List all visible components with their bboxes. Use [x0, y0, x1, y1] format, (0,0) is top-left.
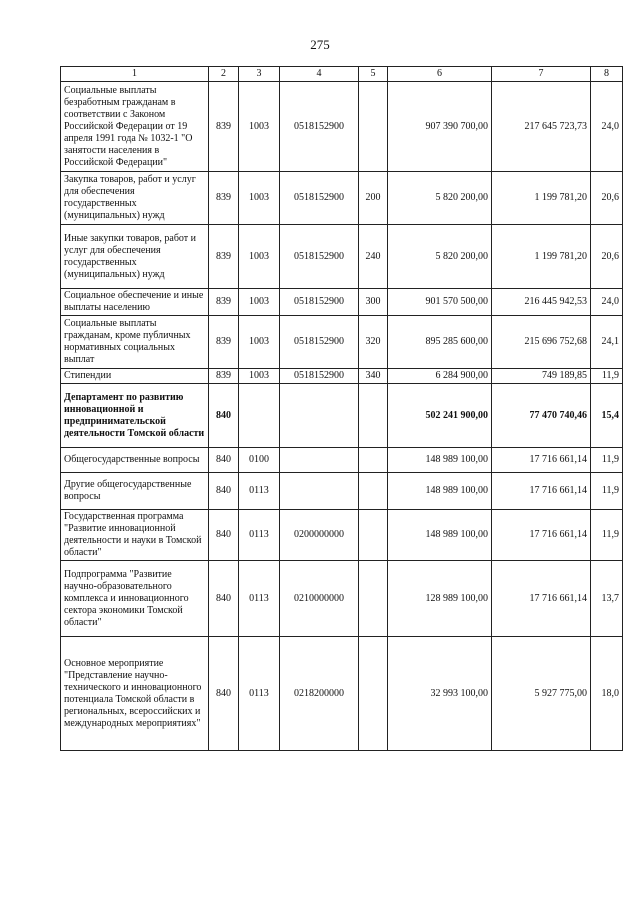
cell-expense-type: 240: [359, 225, 388, 289]
header-row: [61, 67, 623, 82]
table-row: [61, 289, 623, 316]
cell-ministry: 840: [209, 561, 239, 637]
cell-target-article: [280, 448, 359, 473]
cell-section: 1003: [239, 225, 280, 289]
cell-section: 1003: [239, 82, 280, 172]
table-row: [61, 473, 623, 510]
table-row: [61, 225, 623, 289]
cell-target-article: 0200000000: [280, 510, 359, 561]
cell-actual-amount: 17 716 661,14: [492, 561, 591, 637]
column-header-1: 1: [61, 67, 209, 82]
row-name: Социальные выплаты безработным гражданам в соответствии с Законом Российской Федерации от 19 апреля 1991 года № 1032-1 "О занятости населения в Российской Федерации": [61, 82, 209, 172]
cell-percent: 18,0: [591, 637, 623, 751]
cell-section: 0113: [239, 473, 280, 510]
cell-expense-type: 300: [359, 289, 388, 316]
cell-ministry: 840: [209, 384, 239, 448]
cell-percent: 11,9: [591, 448, 623, 473]
table-row: [61, 172, 623, 225]
cell-plan-amount: 148 989 100,00: [388, 473, 492, 510]
cell-actual-amount: 1 199 781,20: [492, 172, 591, 225]
cell-percent: 24,0: [591, 82, 623, 172]
column-header-2: 2: [209, 67, 239, 82]
cell-ministry: 840: [209, 473, 239, 510]
cell-actual-amount: 5 927 775,00: [492, 637, 591, 751]
cell-percent: 20,6: [591, 225, 623, 289]
cell-target-article: 0518152900: [280, 172, 359, 225]
cell-actual-amount: 17 716 661,14: [492, 448, 591, 473]
row-name: Департамент по развитию инновационной и предпринимательской деятельности Томской области: [61, 384, 209, 448]
cell-section: 1003: [239, 369, 280, 384]
page-number: 275: [310, 37, 330, 52]
row-name: Стипендии: [61, 369, 209, 384]
cell-ministry: 840: [209, 637, 239, 751]
cell-target-article: 0518152900: [280, 369, 359, 384]
table-row: [61, 561, 623, 637]
column-header-3: 3: [239, 67, 280, 82]
budget-table: [60, 66, 623, 751]
table-body: [61, 82, 623, 751]
row-name: Социальное обеспечение и иные выплаты населению: [61, 289, 209, 316]
cell-target-article: 0218200000: [280, 637, 359, 751]
cell-plan-amount: 895 285 600,00: [388, 316, 492, 369]
cell-plan-amount: 907 390 700,00: [388, 82, 492, 172]
table-row: [61, 82, 623, 172]
cell-ministry: 840: [209, 448, 239, 473]
cell-section: [239, 384, 280, 448]
column-header-8: 8: [591, 67, 623, 82]
cell-plan-amount: 6 284 900,00: [388, 369, 492, 384]
cell-plan-amount: 901 570 500,00: [388, 289, 492, 316]
cell-plan-amount: 502 241 900,00: [388, 384, 492, 448]
row-name: Другие общегосударственные вопросы: [61, 473, 209, 510]
cell-section: 1003: [239, 316, 280, 369]
cell-target-article: 0518152900: [280, 316, 359, 369]
cell-expense-type: 320: [359, 316, 388, 369]
cell-percent: 24,0: [591, 289, 623, 316]
table-row: [61, 384, 623, 448]
cell-expense-type: [359, 510, 388, 561]
cell-percent: 11,9: [591, 369, 623, 384]
cell-target-article: 0518152900: [280, 82, 359, 172]
cell-expense-type: [359, 448, 388, 473]
cell-ministry: 839: [209, 316, 239, 369]
cell-target-article: 0518152900: [280, 289, 359, 316]
cell-expense-type: [359, 473, 388, 510]
cell-actual-amount: 749 189,85: [492, 369, 591, 384]
cell-actual-amount: 217 645 723,73: [492, 82, 591, 172]
cell-plan-amount: 148 989 100,00: [388, 510, 492, 561]
cell-ministry: 839: [209, 225, 239, 289]
cell-actual-amount: 216 445 942,53: [492, 289, 591, 316]
cell-section: 0113: [239, 637, 280, 751]
cell-ministry: 839: [209, 82, 239, 172]
cell-percent: 20,6: [591, 172, 623, 225]
cell-plan-amount: 32 993 100,00: [388, 637, 492, 751]
cell-plan-amount: 5 820 200,00: [388, 172, 492, 225]
cell-expense-type: [359, 561, 388, 637]
cell-percent: 11,9: [591, 473, 623, 510]
column-header-6: 6: [388, 67, 492, 82]
cell-expense-type: [359, 82, 388, 172]
row-name: Подпрограмма "Развитие научно-образовательного комплекса и инновационного сектора экономики Томской области": [61, 561, 209, 637]
table-header: [61, 67, 623, 82]
cell-target-article: [280, 384, 359, 448]
cell-ministry: 840: [209, 510, 239, 561]
column-header-7: 7: [492, 67, 591, 82]
cell-expense-type: [359, 637, 388, 751]
cell-actual-amount: 215 696 752,68: [492, 316, 591, 369]
cell-section: 0113: [239, 510, 280, 561]
cell-section: 1003: [239, 172, 280, 225]
cell-ministry: 839: [209, 289, 239, 316]
row-name: Иные закупки товаров, работ и услуг для обеспечения государственных (муниципальных) нужд: [61, 225, 209, 289]
row-name: Основное мероприятие "Представление научно-технического и инновационного потенциала Томской области в региональных, всероссийских и международных мероприятиях": [61, 637, 209, 751]
cell-plan-amount: 128 989 100,00: [388, 561, 492, 637]
row-name: Государственная программа "Развитие инновационной деятельности и науки в Томской области": [61, 510, 209, 561]
cell-actual-amount: 1 199 781,20: [492, 225, 591, 289]
cell-percent: 15,4: [591, 384, 623, 448]
cell-expense-type: [359, 384, 388, 448]
cell-percent: 13,7: [591, 561, 623, 637]
row-name: Социальные выплаты гражданам, кроме публичных нормативных социальных выплат: [61, 316, 209, 369]
cell-expense-type: 200: [359, 172, 388, 225]
row-name: Общегосударственные вопросы: [61, 448, 209, 473]
cell-ministry: 839: [209, 172, 239, 225]
cell-actual-amount: 17 716 661,14: [492, 510, 591, 561]
cell-section: 1003: [239, 289, 280, 316]
cell-target-article: 0210000000: [280, 561, 359, 637]
table-row: [61, 369, 623, 384]
cell-expense-type: 340: [359, 369, 388, 384]
cell-plan-amount: 148 989 100,00: [388, 448, 492, 473]
column-header-4: 4: [280, 67, 359, 82]
cell-target-article: [280, 473, 359, 510]
table-row: [61, 316, 623, 369]
cell-percent: 24,1: [591, 316, 623, 369]
row-name: Закупка товаров, работ и услуг для обеспечения государственных (муниципальных) нужд: [61, 172, 209, 225]
cell-target-article: 0518152900: [280, 225, 359, 289]
cell-section: 0113: [239, 561, 280, 637]
cell-section: 0100: [239, 448, 280, 473]
table-row: [61, 637, 623, 751]
cell-actual-amount: 77 470 740,46: [492, 384, 591, 448]
column-header-5: 5: [359, 67, 388, 82]
table-row: [61, 510, 623, 561]
table-row: [61, 448, 623, 473]
cell-ministry: 839: [209, 369, 239, 384]
cell-plan-amount: 5 820 200,00: [388, 225, 492, 289]
cell-percent: 11,9: [591, 510, 623, 561]
cell-actual-amount: 17 716 661,14: [492, 473, 591, 510]
